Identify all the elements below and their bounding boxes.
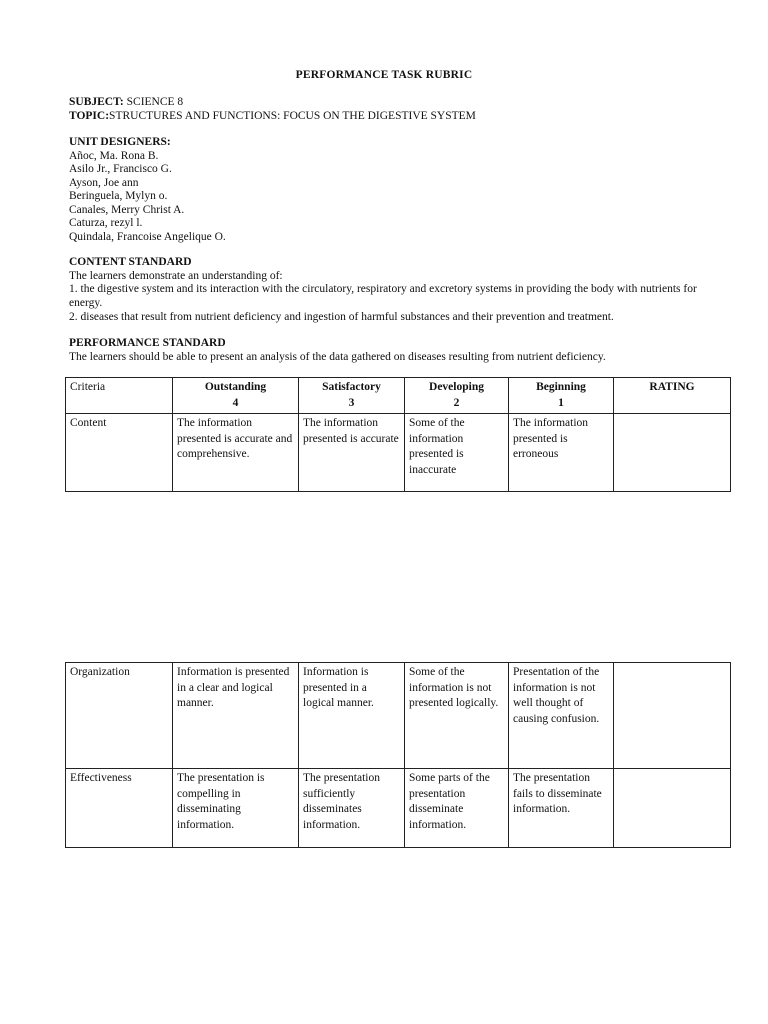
outstanding-score: 4 [232,396,239,409]
developing-score: 2 [453,396,460,409]
developing-label: Developing [429,381,484,393]
rating-cell [614,414,731,492]
satisfactory-cell: The information presented is accurate [299,414,405,492]
designer-name: Quindala, Francoise Angelique O. [69,231,226,243]
subject-label: SUBJECT: [69,96,124,108]
beginning-label: Beginning [536,381,586,393]
rubric-table-continued [65,662,731,848]
content-standard-item-2: 2. diseases that result from nutrient deficiency and ingestion of harmful substances and their prevention and treatment. [69,311,614,323]
developing-cell: Some parts of the presentation disseminate information. [405,769,509,848]
beginning-header [509,378,614,414]
satisfactory-cell: Information is presented in a logical manner. [299,663,405,769]
outstanding-cell: The information presented is accurate and comprehensive. [173,414,299,492]
beginning-cell: The information presented is erroneous [509,414,614,492]
satisfactory-score: 3 [348,396,355,409]
rubric-row-content [66,414,731,492]
rating-cell [614,663,731,769]
criteria-cell: Organization [66,663,173,769]
criteria-header: Criteria [66,378,173,414]
rubric-table [65,377,731,492]
performance-standard-heading: PERFORMANCE STANDARD [69,337,226,349]
designer-name: Añoc, Ma. Rona B. [69,150,159,162]
beginning-cell: Presentation of the information is not well thought of causing confusion. [509,663,614,769]
beginning-cell: The presentation fails to disseminate information. [509,769,614,848]
designer-name: Canales, Merry Christ A. [69,204,185,216]
outstanding-header [173,378,299,414]
designer-name: Beringuela, Mylyn o. [69,190,168,202]
developing-header [405,378,509,414]
content-standard-item-1: 1. the digestive system and its interaction with the circulatory, respiratory and excretory systems in providing the body with nutrients for energy. [69,283,697,309]
topic-line [69,110,476,124]
outstanding-cell: The presentation is compelling in disseminating information. [173,769,299,848]
content-standard-heading: CONTENT STANDARD [69,256,192,268]
subject-line [69,96,183,110]
designers-heading: UNIT DESIGNERS: [69,136,171,148]
outstanding-label: Outstanding [204,381,267,393]
designer-name: Caturza, rezyl l. [69,217,143,229]
rubric-row-organization [66,663,731,769]
developing-cell: Some of the information is not presented logically. [405,663,509,769]
performance-standard-text: The learners should be able to present an analysis of the data gathered on diseases resulting from nutrient deficiency. [69,351,606,363]
satisfactory-cell: The presentation sufficiently disseminates information. [299,769,405,848]
outstanding-cell: Information is presented in a clear and logical manner. [173,663,299,769]
beginning-score: 1 [558,396,564,409]
satisfactory-header [299,378,405,414]
rating-header: RATING [614,378,731,414]
page-title: PERFORMANCE TASK RUBRIC [295,69,473,81]
topic-value: STRUCTURES AND FUNCTIONS: FOCUS ON THE DIGESTIVE SYSTEM [109,110,476,122]
rating-cell [614,769,731,848]
topic-label: TOPIC: [69,110,110,122]
content-standard-intro: The learners demonstrate an understanding of: [69,270,283,282]
criteria-cell: Effectiveness [66,769,173,848]
criteria-cell: Content [66,414,173,492]
satisfactory-label: Satisfactory [322,381,381,393]
designer-name: Asilo Jr., Francisco G. [69,163,172,175]
subject-value: SCIENCE 8 [123,96,184,108]
developing-cell: Some of the information presented is inaccurate [405,414,509,492]
rubric-row-effectiveness [66,769,731,848]
rubric-header-row [66,378,731,414]
designer-name: Ayson, Joe ann [69,177,139,189]
